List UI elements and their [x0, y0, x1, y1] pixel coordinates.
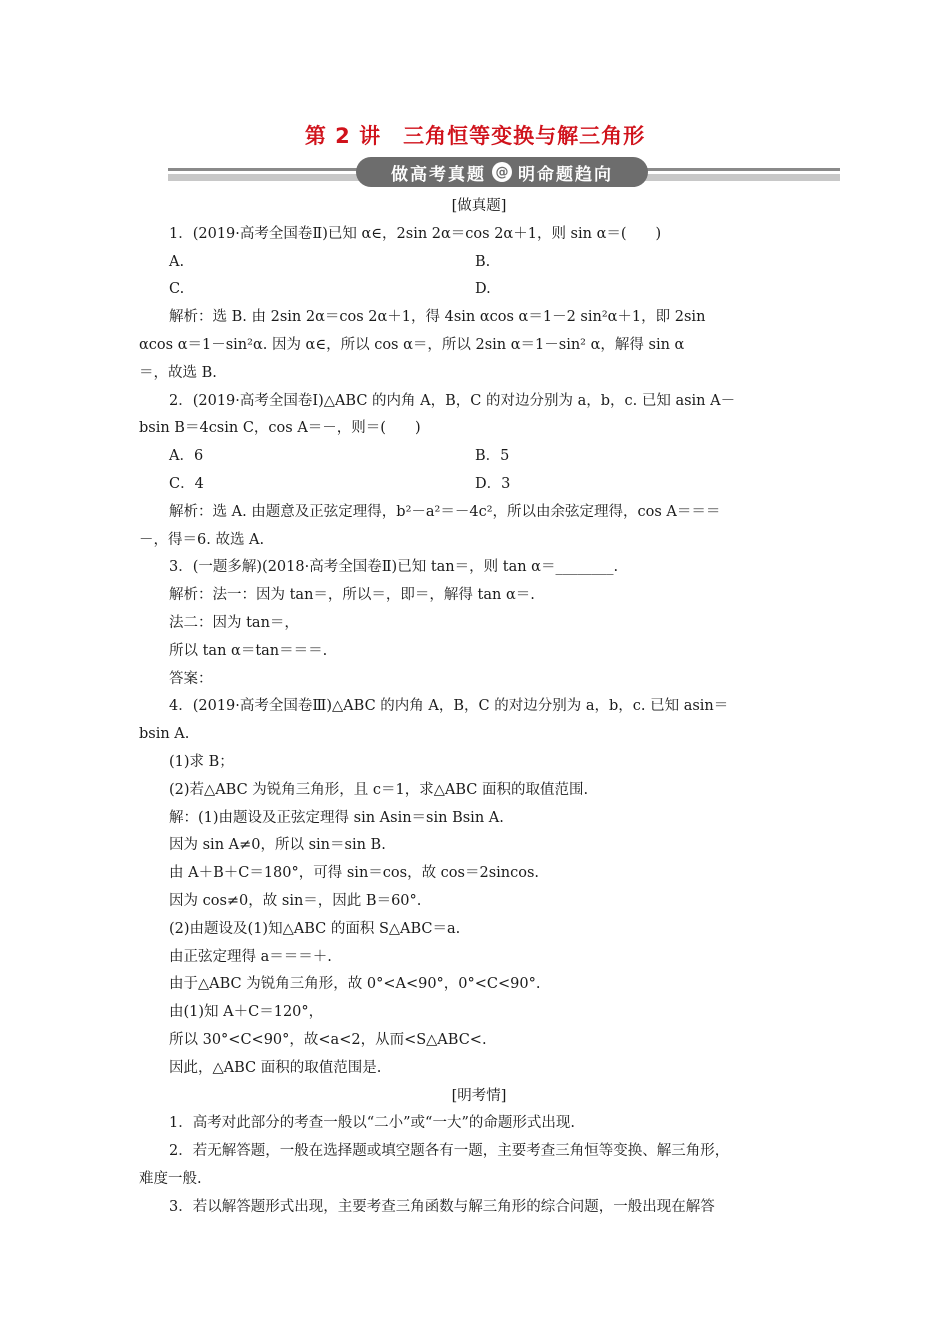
q2-stem-2: bsin B＝4csin C，cos A＝－，则＝( )	[139, 420, 421, 437]
q3-solution-2: 法二：因为 tan＝，	[169, 614, 299, 631]
q2-option-a: A．6	[169, 448, 204, 465]
q1-solution-2: αcos α＝1－sin²α. 因为 α∈，所以 cos α＝，所以 2sin α＝1－sin² α，解得 sin α	[139, 336, 685, 353]
section-heading-kaoqing: [明考情]	[451, 1087, 507, 1104]
q4-step-8: 由(1)知 A＋C＝120°，	[169, 1004, 324, 1021]
q4-step-6: 由正弦定理得 a＝＝＝＋.	[169, 948, 332, 965]
document-body	[139, 193, 819, 1221]
banner-left-text: 做高考真题	[391, 164, 486, 185]
trend-point-2-cont: 难度一般.	[139, 1170, 202, 1187]
q4-step-3: 由 A＋B＋C＝180°，可得 sin＝cos，故 cos＝2sincos.	[169, 865, 540, 882]
q2-option-b: B．5	[475, 448, 510, 465]
q3-solution-1: 解析：法一：因为 tan＝，所以＝，即＝，解得 tan α＝.	[169, 587, 535, 604]
q2-solution-1: 解析：选 A. 由题意及正弦定理得，b²－a²＝－4c²，所以由余弦定理得，cos A＝＝＝	[169, 503, 721, 520]
q4-step-1: 解：(1)由题设及正弦定理得 sin Asin＝sin Bsin A.	[169, 809, 504, 826]
q3-stem: 3．(一题多解)(2018·高考全国卷Ⅱ)已知 tan＝，则 tan α＝________.	[169, 559, 619, 576]
trend-point-3: 3．若以解答题形式出现，主要考查三角函数与解三角形的综合问题，一般出现在解答	[169, 1198, 715, 1215]
q4-part-1: (1)求 B；	[169, 753, 234, 770]
q1-options-cd	[139, 276, 819, 304]
q1-options-ab	[139, 249, 819, 277]
banner-pill	[356, 157, 648, 187]
q1-option-d: D.	[475, 281, 491, 298]
trend-point-2: 2．若无解答题，一般在选择题或填空题各有一题，主要考查三角恒等变换、解三角形，	[169, 1143, 730, 1160]
q4-stem-1: 4．(2019·高考全国卷Ⅲ)△ABC 的内角 A，B，C 的对边分别为 a，b，c. 已知 asin＝	[169, 698, 729, 715]
q4-step-4: 因为 cos≠0，故 sin＝，因此 B＝60°.	[169, 892, 422, 909]
q1-option-c: C.	[169, 281, 185, 298]
q1-option-b: B.	[475, 253, 491, 270]
q2-options-cd	[139, 471, 819, 499]
q2-option-d: D．3	[475, 475, 511, 492]
q1-stem: 1．(2019·高考全国卷Ⅱ)已知 α∈，2sin 2α＝cos 2α＋1，则 sin α＝( )	[169, 225, 662, 242]
section-banner	[168, 155, 840, 189]
q1-solution-1: 解析：选 B. 由 2sin 2α＝cos 2α＋1，得 4sin αcos α＝1－2 sin²α＋1，即 2sin	[169, 309, 706, 326]
q4-step-7: 由于△ABC 为锐角三角形，故 0°<A<90°，0°<C<90°.	[169, 976, 541, 993]
q4-step-2: 因为 sin A≠0，所以 sin＝sin B.	[169, 837, 386, 854]
q2-option-c: C．4	[169, 475, 204, 492]
banner-at-icon: @	[492, 162, 512, 182]
q4-step-9: 所以 30°<C<90°，故<a<2，从而<S△ABC<.	[169, 1031, 487, 1048]
q2-solution-2: －，得＝6. 故选 A.	[139, 531, 265, 548]
q1-solution-3: ＝，故选 B.	[139, 364, 217, 381]
trend-point-1: 1．高考对此部分的考查一般以“二小”或“一大”的命题形式出现.	[169, 1115, 575, 1132]
q1-option-a: A.	[169, 253, 185, 270]
banner-right-text: 明命题趋向	[518, 164, 613, 185]
q4-part-2: (2)若△ABC 为锐角三角形，且 c＝1，求△ABC 面积的取值范围.	[169, 781, 589, 798]
page-title: 第 2 讲 三角恒等变换与解三角形	[304, 124, 646, 148]
q4-step-10: 因此，△ABC 面积的取值范围是.	[169, 1059, 382, 1076]
q2-stem-1: 2．(2019·高考全国卷Ⅰ)△ABC 的内角 A，B，C 的对边分别为 a，b，c. 已知 asin A－	[169, 392, 736, 409]
q4-stem-2: bsin A.	[139, 726, 190, 743]
q2-options-ab	[139, 443, 819, 471]
q4-step-5: (2)由题设及(1)知△ABC 的面积 S△ABC＝a.	[169, 920, 461, 937]
q3-solution-3: 所以 tan α＝tan＝＝＝.	[169, 642, 328, 659]
section-heading-zhenti: [做真题]	[451, 198, 507, 214]
q3-answer: 答案：	[169, 670, 213, 687]
